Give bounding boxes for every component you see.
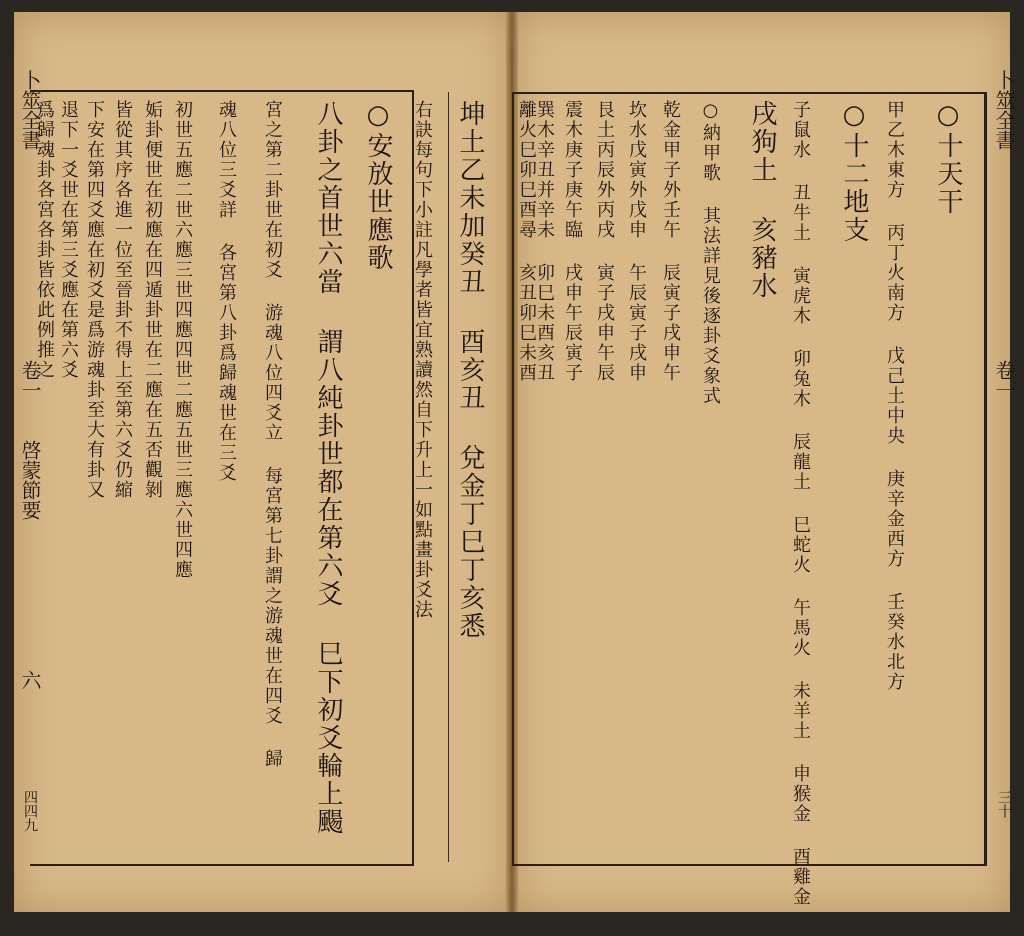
text-column: 退下一爻世在第三爻應在第六爻 [58, 100, 79, 380]
text-column: 坎水戊寅外戊申 午辰寅子戌申 [626, 100, 647, 383]
text-column: 右訣每句下小註凡學者皆宜熟讀然自下升上一如點畫卦爻法 [412, 100, 433, 620]
text-column: ○納甲歌 其法詳見後逐卦爻象式 [700, 100, 721, 406]
text-column: 離火巳卯巳酉尋 亥丑卯巳未酉 [516, 100, 537, 383]
text-column: 巽木辛丑并辛未 卯巳未酉亥丑 [534, 100, 555, 383]
text-column: 八卦之首世六當 謂八純卦世都在第六爻 巳下初爻輪上颺 [313, 100, 343, 836]
text-column: 姤卦便世在初應在四遁卦世在二應在五否觀剝 [142, 100, 163, 500]
text-column: 宮之第二卦世在初爻 游魂八位四爻立 每宮第七卦謂之游魂世在四爻 歸 [262, 100, 283, 769]
text-column: 艮土丙辰外丙戌 寅子戌申午辰 [594, 100, 615, 383]
text-column: 乾金甲子外壬午 辰寅子戌申午 [660, 100, 681, 383]
text-column: 魂八位三爻詳 各宮第八卦爲歸魂世在三爻 [216, 100, 237, 483]
text-column: 皆從其序各進一位至晉卦不得上至第六爻仍縮 [112, 100, 133, 500]
left-margin-title: 卜筮全書 [18, 70, 42, 150]
right-margin-title: 卜筮全書 [992, 70, 1016, 150]
left-margin-section: 啓蒙節要 [18, 440, 42, 520]
text-column: ○十二地支 [839, 100, 869, 244]
text-column: 戌狗土 亥豬水 [747, 100, 777, 300]
text-column: 初世五應二世六應三世四應四世二應五世三應六世四應 [172, 100, 193, 580]
left-margin-leaf: 六 [18, 670, 42, 690]
text-column: 甲乙木東方 丙丁火南方 戊己土中央 庚辛金西方 壬癸水北方 [884, 100, 905, 692]
column-rule [448, 92, 449, 862]
left-page-number: 四四九 [22, 790, 38, 832]
text-column: ○安放世應歌 [363, 100, 393, 272]
text-column: 下安在第四爻應在初爻是爲游魂卦至大有卦又 [84, 100, 105, 500]
text-column: 震木庚子庚午臨 戌申午辰寅子 [562, 100, 583, 383]
text-column: ○十天干 [933, 100, 963, 216]
text-column: 爲歸魂卦各宮各卦皆依此例推之 [34, 100, 55, 380]
text-column: 坤土乙未加癸丑 酉亥丑 兌金丁巳丁亥悉 [455, 100, 485, 640]
right-page-number: 三十 [996, 790, 1012, 818]
text-column: 子鼠水 丑牛土 寅虎木 卯兔木 辰龍土 巳蛇火 午馬火 未羊土 申猴金 酉雞金 [790, 100, 811, 907]
right-margin-volume: 卷一 [992, 360, 1016, 400]
left-margin-volume: 卷一 [18, 360, 42, 400]
